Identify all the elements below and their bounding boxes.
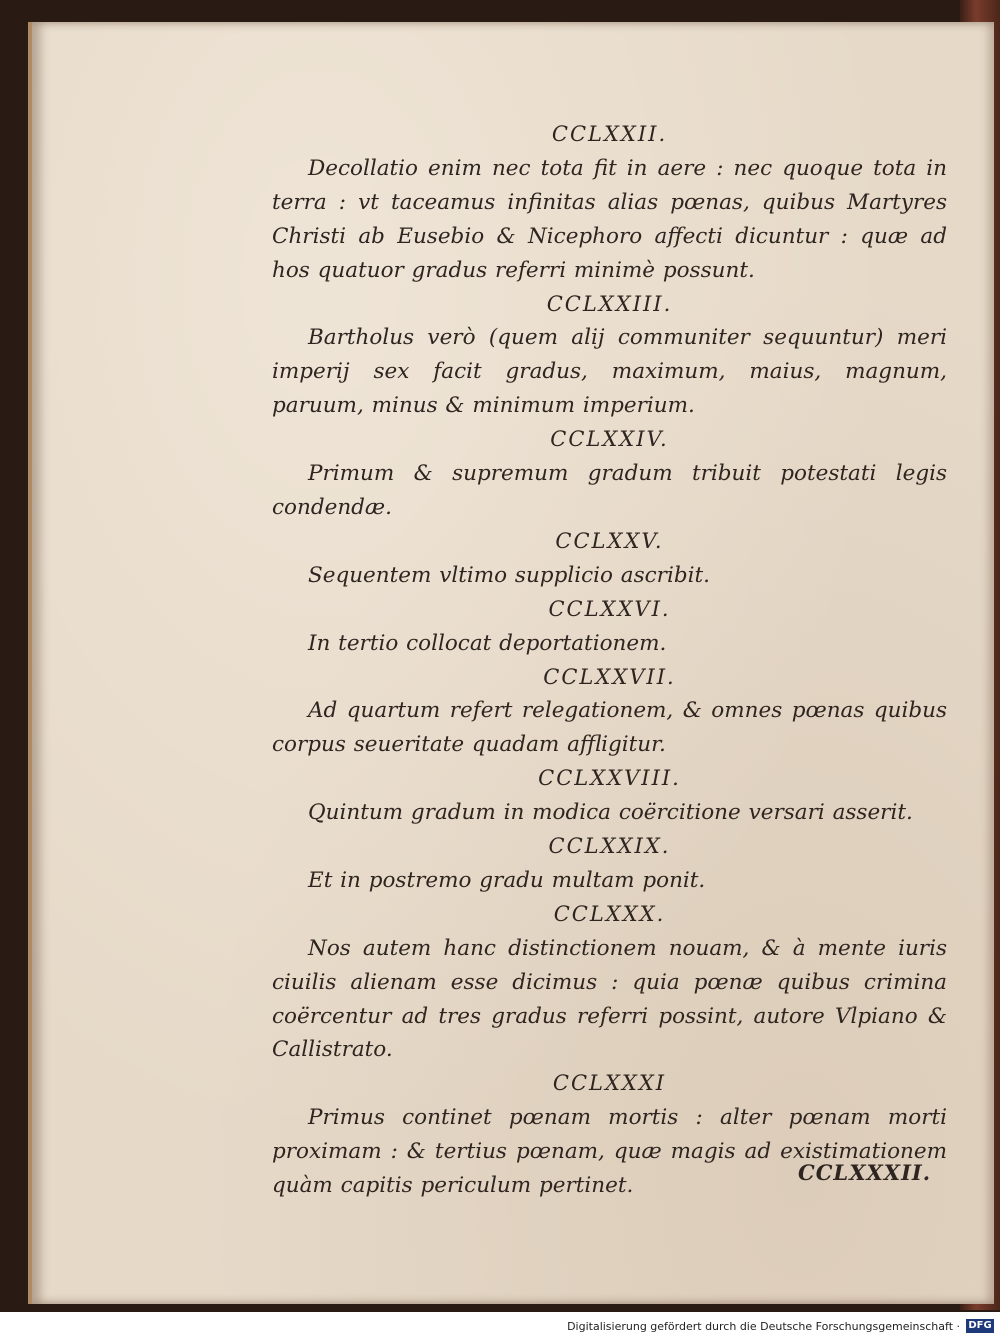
paragraph: Decollatio enim nec tota fit in aere : nec quoque tota in terra : vt taceamus infinitas alias pœnas, quibus Martyres Christi ab Eusebio & Nicephoro affecti dicuntur : quæ ad hos quatuor gradus referri minimè possunt. <box>272 155 947 283</box>
paragraph: Ad quartum refert relegationem, & omnes pœnas quibus corpus seueritate quadam affligitur. <box>272 698 947 758</box>
paragraph: Et in postremo gradu multam ponit. <box>308 867 706 893</box>
section-numeral: CCLXXIII. <box>546 291 673 316</box>
section-numeral: CCLXXVI. <box>548 596 671 621</box>
section-numeral: CCLXXIV. <box>550 427 669 452</box>
section-numeral: CCLXXXI <box>552 1071 667 1096</box>
section-numeral: CCLXXVIII. <box>538 766 681 791</box>
paragraph: In tertio collocat deportationem. <box>308 630 667 656</box>
section-numeral: CCLXXVII. <box>543 664 676 689</box>
digitization-footer <box>0 1312 1000 1342</box>
paragraph: Quintum gradum in modica coërcitione versari asserit. <box>308 800 913 826</box>
page-text <box>272 118 947 1203</box>
dfg-logo-icon: DFG <box>966 1319 994 1333</box>
paragraph: Nos autem hanc distinctionem nouam, & à mente iuris ciuilis alienam esse dicimus : quia pœnæ quibus crimina coërcentur ad tres gradus referri possint, autore Vlpiano & Callistrato. <box>272 935 947 1063</box>
funding-credit: Digitalisierung gefördert durch die Deutsche Forschungsgemeinschaft · <box>567 1320 960 1333</box>
catchword: CCLXXXII. <box>798 1160 932 1185</box>
paragraph: Sequentem vltimo supplicio ascribit. <box>308 562 710 588</box>
section-numeral: CCLXXX. <box>553 901 666 926</box>
paragraph: Primum & supremum gradum tribuit potestati legis condendæ. <box>272 461 947 520</box>
paragraph: Primus continet pœnam mortis : alter pœnam morti proximam : & tertius pœnam, quæ magis ad existimationem quàm capitis periculum pertinet. <box>272 1105 947 1199</box>
section-numeral: CCLXXIX. <box>548 834 671 859</box>
section-numeral: CCLXXII. <box>551 122 668 146</box>
section-numeral: CCLXXV. <box>555 528 664 553</box>
paragraph: Bartholus verò (quem alij communiter sequuntur) meri imperij sex facit gradus, maximum, maius, magnum, paruum, minus & minimum imperium. <box>272 325 947 419</box>
